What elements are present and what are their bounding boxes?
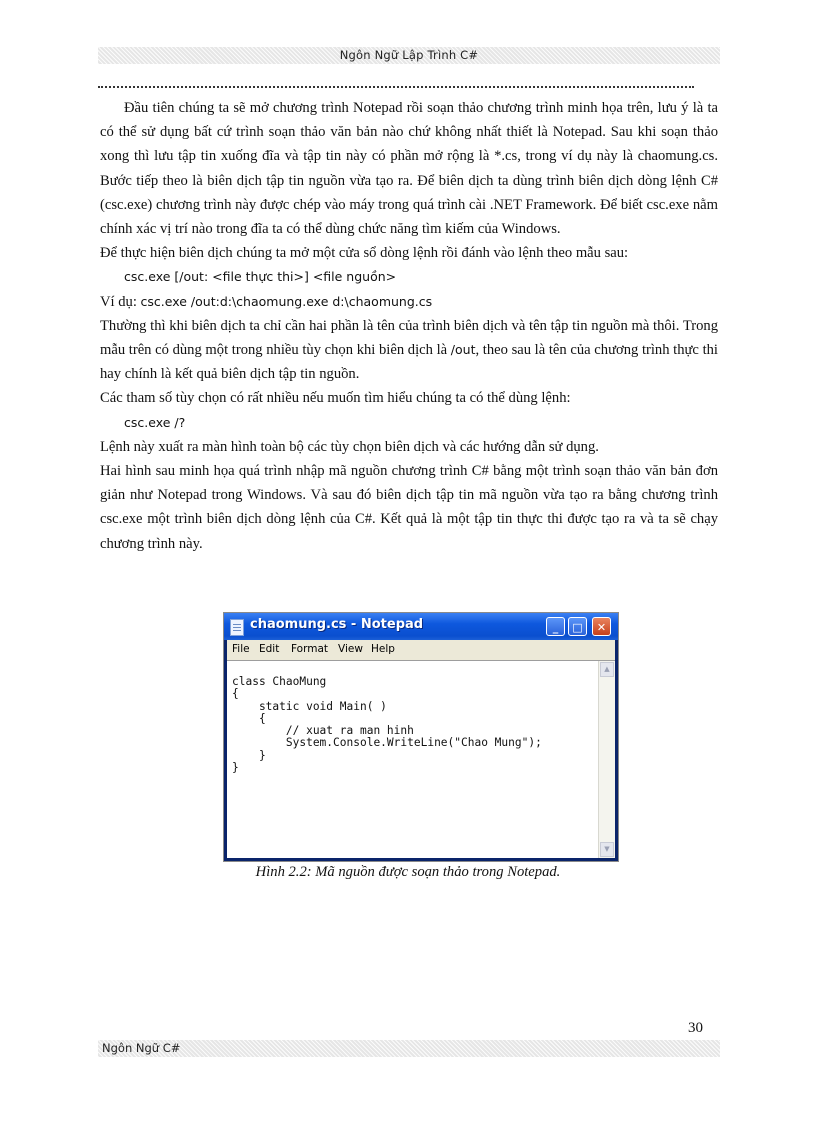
scroll-down-arrow-icon[interactable]: ▼ — [600, 842, 614, 857]
header-title: Ngôn Ngữ Lập Trình C# — [339, 48, 479, 62]
paragraph-options: Các tham số tùy chọn có rất nhiều nếu muốn tìm hiểu chúng ta có thể dùng lệnh: — [100, 390, 571, 407]
page-number: 30 — [688, 1020, 703, 1036]
body-text — [100, 96, 718, 556]
footer-text: Ngôn Ngữ C# — [102, 1041, 181, 1055]
figure-caption: Hình 2.2: Mã nguồn được soạn thảo trong Notepad. — [255, 864, 561, 880]
menu-format[interactable]: Format — [291, 643, 329, 655]
code-syntax: csc.exe [/out: <file thực thi>] <file nguồn> — [124, 269, 397, 285]
header-divider — [98, 86, 694, 88]
paragraph-explanation — [100, 314, 718, 387]
paragraph-compile-instruction: Để thực hiện biên dịch chúng ta mở một cửa sổ dòng lệnh rồi đánh vào lệnh theo mẫu sau: — [100, 245, 629, 262]
menu-help[interactable]: Help — [371, 643, 395, 655]
example-code: csc.exe /out:d:\chaomung.exe d:\chaomung.cs — [140, 293, 433, 309]
explanation-text-a: Thường thì khi biên dịch ta chỉ cần hai phần là tên của trình biên dịch và tên tập tin nguồn mà thôi. Trong mẫu trên có dùng một trong nhiều tùy chọn khi biên dịch là — [100, 317, 718, 359]
source-code: class ChaoMung { static void Main( ) { // xuat ra man hinh System.Console.WriteLine("Chao Mung"); } } — [232, 675, 542, 775]
window-title: chaomung.cs - Notepad — [250, 617, 424, 632]
menu-file[interactable]: File — [232, 643, 250, 655]
notepad-screenshot — [223, 612, 619, 862]
explanation-text-b: , theo sau là tên của chương trình thực thi hay chính là kết quả biên dịch tập tin nguồn. — [100, 342, 718, 383]
close-button[interactable]: ✕ — [592, 617, 611, 636]
menu-view[interactable]: View — [338, 643, 363, 655]
example-line — [100, 290, 718, 314]
page-header — [98, 47, 720, 64]
code-help-command: csc.exe /? — [124, 414, 186, 430]
notepad-document-icon — [230, 619, 244, 636]
scroll-up-arrow-icon[interactable]: ▲ — [600, 662, 614, 677]
maximize-button[interactable]: □ — [568, 617, 587, 636]
menu-edit[interactable]: Edit — [259, 643, 280, 655]
minimize-button[interactable]: _ — [546, 617, 565, 636]
notepad-editor[interactable] — [227, 660, 615, 858]
vertical-scrollbar[interactable] — [598, 661, 615, 858]
notepad-titlebar — [224, 613, 618, 640]
paragraph-intro: Đầu tiên chúng ta sẽ mở chương trình Notepad rồi soạn thảo chương trình minh họa trên, lưu ý là ta có thể sử dụng bất cứ trình soạn thảo văn bản nào chứ không nhất thiết là Notepad. Sau khi soạn thảo xong thì lưu tập tin xuống đĩa và tập tin này có phần mở rộng là *.cs, trong ví dụ này là chaomung.cs. Bước tiếp theo là biên dịch tập tin nguồn vừa tạo ra. Để biên dịch ta dùng trình biên dịch dòng lệnh C# (csc.exe) chương trình này được chép vào máy trong quá trình cài .NET Framework. Để biết csc.exe nằm chính xác vị trí nào trong đĩa ta có thể dùng chức năng tìm kiếm của Windows. — [100, 100, 718, 238]
out-option-code: /out — [450, 342, 476, 358]
paragraph-output: Lệnh này xuất ra màn hình toàn bộ các tùy chọn biên dịch và các hướng dẫn sử dụng. — [100, 438, 599, 455]
page-footer — [98, 1040, 720, 1057]
notepad-menubar — [227, 640, 615, 660]
example-label: Ví dụ: — [100, 293, 137, 310]
paragraph-figures: Hai hình sau minh họa quá trình nhập mã nguồn chương trình C# bằng một trình soạn thảo văn bản đơn giản như Notepad trong Windows. Và sau đó biên dịch tập tin mã nguồn vừa tạo ra bằng chương trình csc.exe một trình biên dịch dòng lệnh của C#. Kết quả là một tập tin thực thi được tạo ra và ta sẽ chạy chương trình này. — [100, 463, 718, 552]
